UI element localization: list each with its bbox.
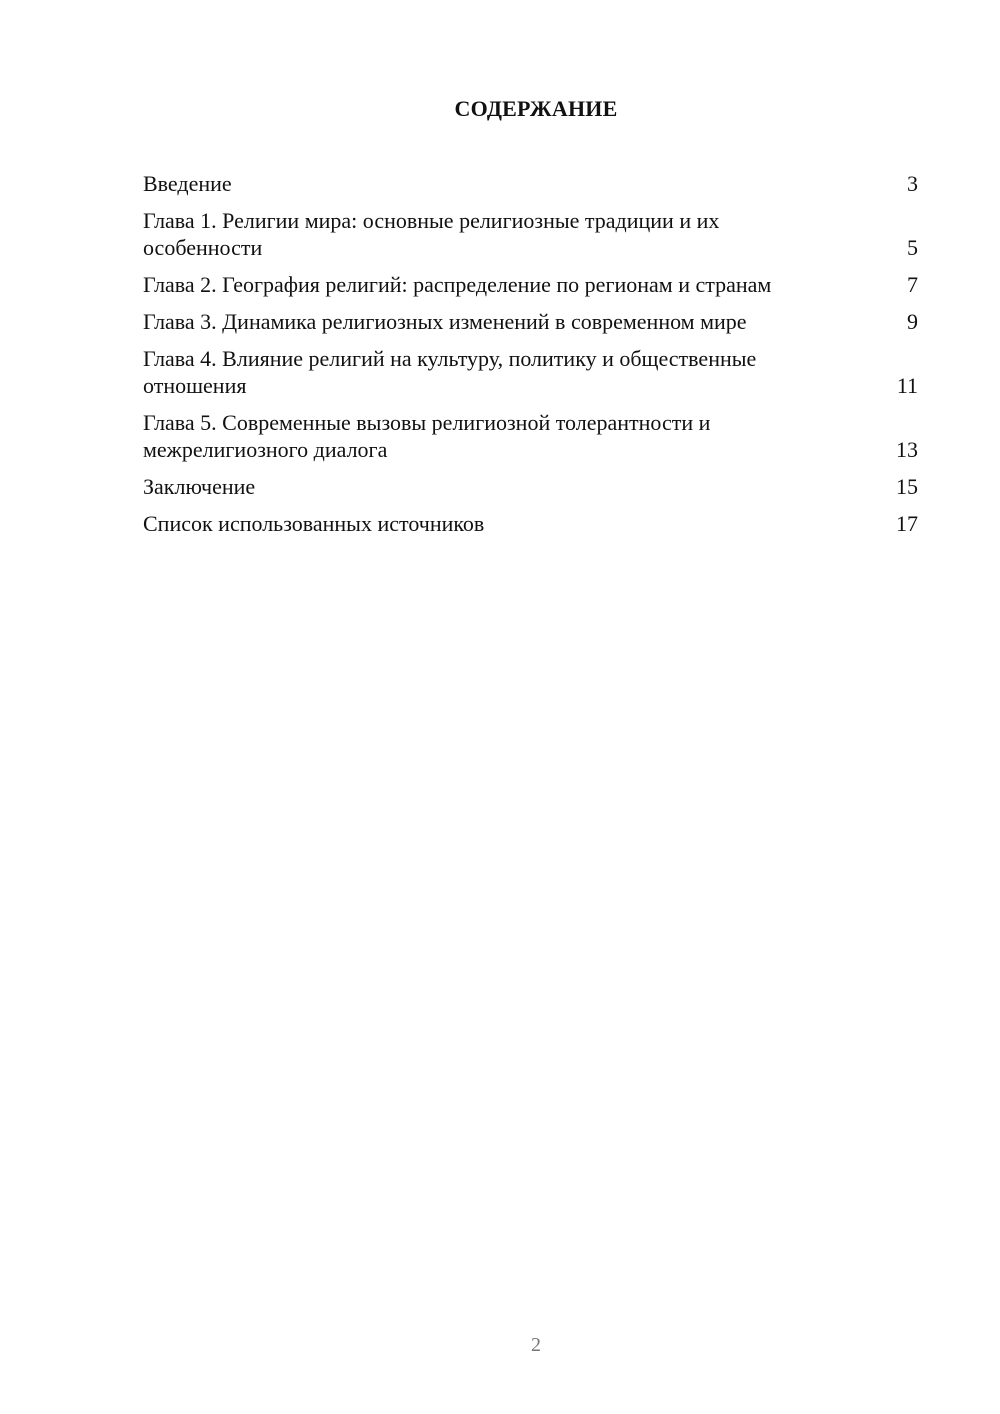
toc-entry-page: 17 [896, 511, 918, 536]
toc-entry-title: Список использованных источников [143, 511, 485, 536]
toc-entry-title: Глава 5. Современные вызовы религиозной толерантности и межрелигиозного диалога [143, 410, 711, 462]
toc-entry-page: 15 [896, 474, 918, 499]
toc-entry-chapter-4[interactable] [143, 345, 918, 399]
toc-entry-page: 7 [907, 272, 918, 297]
toc-entry-references[interactable] [143, 510, 918, 537]
toc-entry-conclusion[interactable] [143, 473, 918, 500]
toc-entry-page: 11 [896, 373, 918, 398]
toc-entry-title: Глава 2. География религий: распределение по регионам и странам [143, 272, 772, 297]
toc-entry-title: Глава 4. Влияние религий на культуру, политику и общественные отношения [143, 346, 757, 398]
toc-entry-page: 3 [907, 171, 918, 196]
toc-entry-title: Глава 1. Религии мира: основные религиозные традиции и их особенности [143, 208, 720, 260]
toc-entry-title: Введение [143, 171, 232, 196]
toc-entry-page: 13 [896, 437, 918, 462]
toc-entry-page: 9 [907, 309, 918, 334]
toc-entry-introduction[interactable] [143, 170, 918, 197]
toc-entry-title: Заключение [143, 474, 256, 499]
page-title: СОДЕРЖАНИЕ [454, 96, 618, 121]
toc-entry-title: Глава 3. Динамика религиозных изменений в современном мире [143, 309, 747, 334]
table-of-contents [143, 170, 918, 547]
toc-entry-chapter-5[interactable] [143, 409, 918, 463]
toc-entry-chapter-1[interactable] [143, 207, 918, 261]
page-number: 2 [531, 1334, 541, 1356]
toc-entry-page: 5 [907, 235, 918, 260]
toc-entry-chapter-2[interactable] [143, 271, 918, 298]
toc-entry-chapter-3[interactable] [143, 308, 918, 335]
